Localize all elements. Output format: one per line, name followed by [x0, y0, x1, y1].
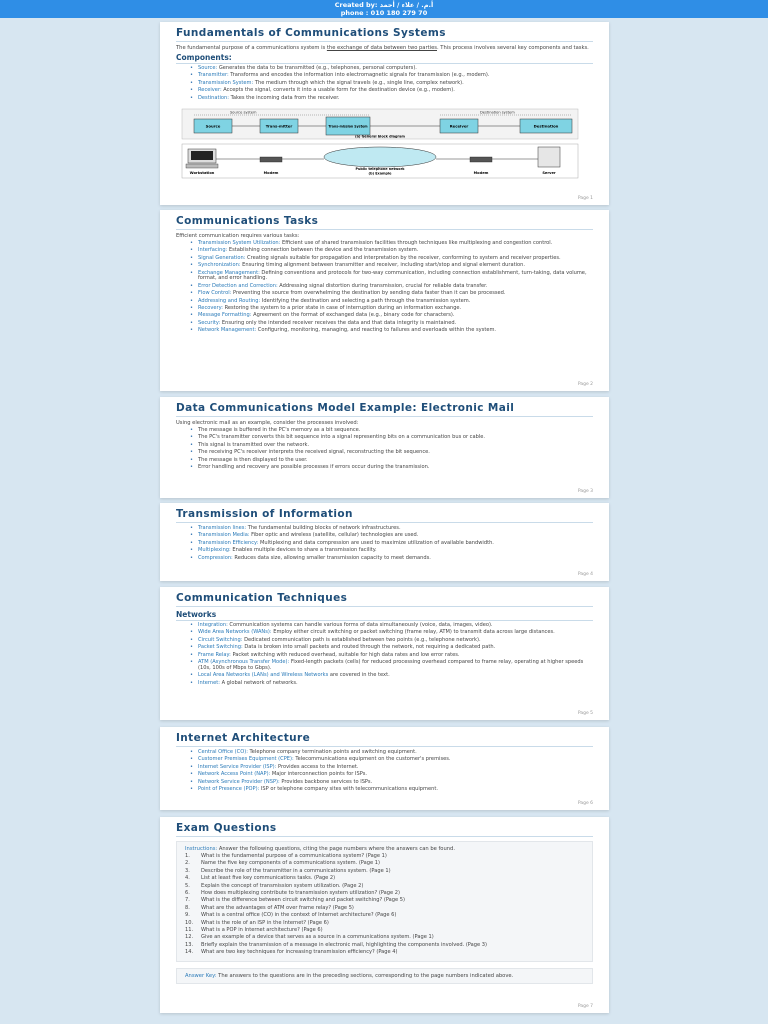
- list-item: • Addressing and Routing: Identifying the destination and selecting a path through the transmission system.: [190, 299, 593, 305]
- list-item: • Recovery: Restoring the system to a prior state in case of interruption during an information exchange.: [190, 306, 593, 312]
- modem-icon: [470, 157, 492, 162]
- list-item: • Compression: Reduces data size, allowing smaller transmission capacity to meet demands.: [190, 556, 593, 562]
- list-item: 8. What are the advantages of ATM over frame relay? (Page 5): [185, 904, 354, 911]
- server-icon: [538, 147, 560, 167]
- list-item: • Customer Premises Equipment (CPE): Telecommunications equipment on the customer's premises.: [190, 757, 593, 763]
- list-item: • Central Office (CO): Telephone company termination points and switching equipment.: [190, 750, 593, 756]
- list-item: • Internet: A global network of networks.: [190, 681, 593, 687]
- email-process-list: [190, 428, 593, 471]
- list-item: • Network Access Point (NAP): Major interconnection points for ISPs.: [190, 772, 593, 778]
- intro-paragraph: Using electronic mail as an example, consider the processes involved:: [176, 420, 359, 426]
- page-number: Page 4: [577, 572, 593, 577]
- page-3: [160, 397, 609, 498]
- diagram-label-source: Source: [205, 123, 221, 129]
- transmission-list: [190, 526, 593, 561]
- creator-line: Created by: أ.م. / علاء / أحمد: [334, 1, 434, 9]
- list-item: • Source: Generates the data to be transmitted (e.g., telephones, personal computers).: [190, 66, 593, 72]
- diagram-caption-a: (a) General block diagram: [355, 134, 405, 139]
- page-title: Communications Tasks: [176, 216, 593, 230]
- list-item: • Interfacing: Establishing connection between the device and the transmission system.: [190, 248, 593, 254]
- workstation-label: Workstation: [189, 171, 215, 176]
- list-item: • Transmitter: Transforms and encodes the information into electromagnetic signals for transmission (e.g., modem).: [190, 73, 593, 79]
- page-title: Data Communications Model Example: Electronic Mail: [176, 403, 593, 417]
- list-item: • Transmission Efficiency: Multiplexing and data compression are used to maximize utilization of available bandwidth.: [190, 541, 593, 547]
- list-item: • The PC's transmitter converts this bit sequence into a signal representing bits on a communication bus or cable.: [190, 435, 593, 441]
- page-number: Page 1: [577, 196, 593, 201]
- modem-icon: [260, 157, 282, 162]
- list-item: 2. Name the five key components of a communications system. (Page 1): [185, 860, 380, 867]
- answer-key-box: Answer Key: The answers to the questions are in the preceding sections, corresponding to the page numbers indicated above.: [176, 968, 593, 984]
- page-title: Communication Techniques: [176, 593, 593, 607]
- list-item: • This signal is transmitted over the network.: [190, 443, 593, 449]
- page-1: [160, 22, 609, 205]
- page-number: Page 3: [577, 489, 593, 494]
- diagram-label-destination: Destination: [533, 123, 559, 129]
- workstation-screen: [191, 151, 213, 160]
- list-item: • Transmission System Utilization: Efficient use of shared transmission facilities through techniques like multiplexing and congestion control.: [190, 241, 593, 247]
- page-number: Page 2: [577, 382, 593, 387]
- list-item: • Error handling and recovery are possible processes if errors occur during the transmission.: [190, 465, 593, 471]
- networks-heading: Networks: [176, 610, 593, 621]
- exam-questions-box: [176, 841, 593, 962]
- list-item: 10. What is the role of an ISP in the Internet? (Page 6): [185, 919, 329, 926]
- phone-line: phone : 010 180 279 70: [340, 9, 428, 17]
- network-cloud-icon: [324, 147, 436, 167]
- list-item: • Wide Area Networks (WANs): Employ either circuit switching or packet switching (frame relay, ATM) to transmit data across large distances.: [190, 630, 593, 636]
- list-item: • The receiving PC's receiver interprets the received signal, reconstructing the bit sequence.: [190, 450, 593, 456]
- list-item: • Flow Control: Preventing the source from overwhelming the destination by sending data faster than it can be processed.: [190, 291, 593, 297]
- intro-paragraph: The fundamental purpose of a communications system is the exchange of data between two parties. This process involves several key components and tasks.: [176, 45, 589, 51]
- list-item: • Transmission lines: The fundamental building blocks of network infrastructures.: [190, 526, 593, 532]
- network-label: Public telephone network: [355, 167, 405, 172]
- instructions: Instructions: Answer the following questions, citing the page numbers where the answers can be found.: [185, 846, 455, 852]
- tasks-list: [190, 241, 593, 334]
- server-label: Server: [542, 171, 556, 176]
- list-item: • Destination: Takes the incoming data from the receiver.: [190, 96, 593, 102]
- list-item: • Packet Switching: Data is broken into small packets and routed through the network, not requiring a dedicated path.: [190, 645, 593, 651]
- diagram-label-receiver: Receiver: [449, 123, 469, 129]
- list-item: • Exchange Management: Defining conventions and protocols for two-way communication, including connection establishment, turn-taking, data volume, format, and error handling.: [190, 271, 593, 283]
- list-item: • The message is then displayed to the user.: [190, 458, 593, 464]
- page-title: Fundamentals of Communications Systems: [176, 28, 593, 42]
- list-item: • ATM (Asynchronous Transfer Mode): Fixed-length packets (cells) for reduced processing overhead compared to frame relay, operating at higher speeds (10s, 100s of Mbps to Gbps).: [190, 660, 593, 672]
- creator-banner: [0, 0, 768, 18]
- page-title: Internet Architecture: [176, 733, 593, 747]
- page-4: [160, 503, 609, 581]
- list-item: 12. Give an example of a device that serves as a source in a communications system. (Page 1): [185, 934, 434, 941]
- page-title: Exam Questions: [176, 823, 593, 837]
- list-item: 11. What is a POP in Internet architecture? (Page 6): [185, 926, 323, 933]
- list-item: • Transmission Media: Fiber optic and wireless (satellite, cellular) technologies are used.: [190, 533, 593, 539]
- list-item: • Circuit Switching: Dedicated communication path is established between two points (e.g., telephone network).: [190, 638, 593, 644]
- list-item: • Signal Generation: Creating signals suitable for propagation and interpretation by the receiver, conforming to system and receiver properties.: [190, 256, 593, 262]
- list-item: • Error Detection and Correction: Addressing signal distortion during transmission, crucial for reliable data transfer.: [190, 284, 593, 290]
- diagram-label-transmitter: Trans-mitter: [265, 123, 293, 129]
- diagram-caption-b: (b) Example: [368, 171, 392, 176]
- list-item: 1. What is the fundamental purpose of a communications system? (Page 1): [185, 853, 387, 859]
- list-item: • Security: Ensuring only the intended receiver receives the data and that data integrity is maintained.: [190, 321, 593, 327]
- list-item: 14. What are two key techniques for increasing transmission efficiency? (Page 4): [185, 949, 398, 956]
- page-number: Page 7: [577, 1004, 593, 1009]
- list-item: • Integration: Communication systems can handle various forms of data simultaneously (voice, data, images, video).: [190, 623, 593, 629]
- page-number: Page 5: [577, 711, 593, 716]
- communications-model-diagram: [180, 107, 580, 181]
- page-5: [160, 587, 609, 720]
- list-item: • Network Management: Configuring, monitoring, managing, and reacting to failures and overloads within the system.: [190, 328, 593, 334]
- page-title: Transmission of Information: [176, 509, 593, 523]
- techniques-list: [190, 623, 593, 686]
- intro-paragraph: Efficient communication requires various tasks:: [176, 233, 300, 239]
- list-item: • Internet Service Provider (ISP): Provides access to the Internet.: [190, 765, 593, 771]
- list-item: 13. Briefly explain the transmission of a message in electronic mail, highlighting the components involved. (Page 3): [185, 941, 487, 948]
- list-item: 5. Explain the concept of transmission system utilization. (Page 2): [185, 882, 364, 889]
- source-system-label: Source system: [230, 110, 257, 115]
- components-heading: Components:: [176, 53, 593, 64]
- list-item: • Receiver: Accepts the signal, converts it into a usable form for the destination device (e.g., modem).: [190, 88, 593, 94]
- page-2: [160, 210, 609, 391]
- modem-label-right: Modem: [473, 171, 489, 176]
- list-item: • Local Area Networks (LANs) and Wireless Networks are covered in the text.: [190, 673, 593, 679]
- list-item: • Point of Presence (POP): ISP or telephone company sites with telecommunications equipment.: [190, 787, 593, 793]
- key-phrase: the exchange of data between two parties: [326, 45, 437, 51]
- list-item: • Network Service Provider (NSP): Provides backbone services to ISPs.: [190, 780, 593, 786]
- page-number: Page 6: [577, 801, 593, 806]
- list-item: 4. List at least five key communications tasks. (Page 2): [185, 875, 336, 882]
- list-item: 6. How does multiplexing contribute to transmission system utilization? (Page 2): [185, 889, 401, 896]
- destination-system-label: Destination system: [480, 110, 515, 115]
- page-7: [160, 817, 609, 1013]
- page-6: [160, 727, 609, 810]
- list-item: 7. What is the difference between circuit switching and packet switching? (Page 5): [185, 897, 406, 904]
- diagram-label-transmission-system: Trans-mission System: [328, 124, 368, 129]
- list-item: • Multiplexing: Enables multiple devices to share a transmission facility.: [190, 548, 593, 554]
- list-item: • Synchronization: Ensuring timing alignment between transmitter and receiver, including start/stop and signal element duration.: [190, 263, 593, 269]
- list-item: 3. Describe the role of the transmitter in a communications system. (Page 1): [185, 867, 391, 874]
- list-item: • The message is buffered in the PC's memory as a bit sequence.: [190, 428, 593, 434]
- list-item: • Message Formatting: Agreement on the format of exchanged data (e.g., binary code for characters).: [190, 313, 593, 319]
- list-item: • Transmission System: The medium through which the signal travels (e.g., single line, complex network).: [190, 81, 593, 87]
- architecture-list: [190, 750, 593, 793]
- list-item: 9. What is a central office (CO) in the context of Internet architecture? (Page 6): [185, 912, 397, 919]
- modem-label-left: Modem: [263, 171, 279, 176]
- questions-list: [185, 854, 584, 956]
- list-item: • Frame Relay: Packet switching with reduced overhead, suitable for high data rates and low error rates.: [190, 653, 593, 659]
- components-list: [190, 66, 593, 101]
